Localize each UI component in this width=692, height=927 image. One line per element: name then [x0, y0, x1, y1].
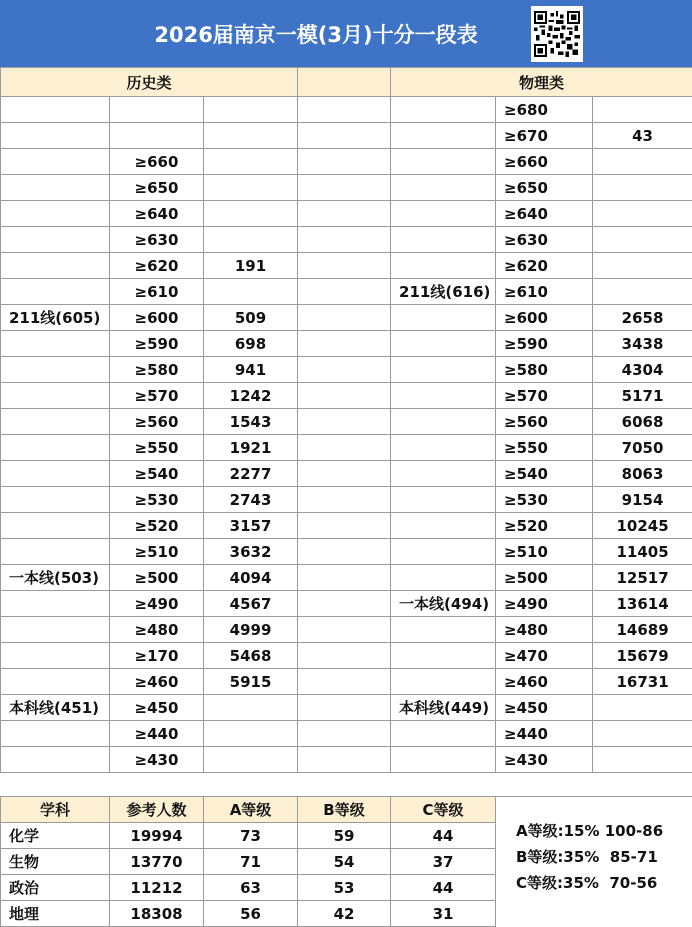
physics-score: ≥670	[496, 123, 593, 149]
history-line-label	[1, 721, 110, 747]
history-score: ≥430	[110, 747, 204, 773]
qr-code-icon	[531, 6, 583, 62]
physics-score: ≥620	[496, 253, 593, 279]
history-score	[110, 123, 204, 149]
subject-name: 生物	[1, 849, 110, 875]
physics-count: 8063	[593, 461, 692, 487]
history-score: ≥630	[110, 227, 204, 253]
column-spacer	[298, 227, 391, 253]
column-spacer	[298, 435, 391, 461]
physics-count: 13614	[593, 591, 692, 617]
participant-count: 13770	[110, 849, 204, 875]
participant-count: 11212	[110, 875, 204, 901]
physics-count	[593, 253, 692, 279]
physics-header: 物理类	[391, 68, 692, 97]
column-spacer	[298, 97, 391, 123]
history-count: 5915	[204, 669, 298, 695]
table-row	[1, 175, 692, 201]
physics-score: ≥570	[496, 383, 593, 409]
grade-a-score: 71	[204, 849, 298, 875]
history-score: ≥540	[110, 461, 204, 487]
physics-line-label	[391, 227, 496, 253]
physics-count: 43	[593, 123, 692, 149]
physics-count: 14689	[593, 617, 692, 643]
physics-score: ≥440	[496, 721, 593, 747]
grade-b-score: 59	[298, 823, 391, 849]
grade-c-score: 44	[391, 875, 496, 901]
physics-line-label	[391, 565, 496, 591]
table-row	[1, 409, 692, 435]
subject-row	[1, 901, 496, 927]
title-bar	[0, 0, 692, 67]
history-score: ≥520	[110, 513, 204, 539]
physics-line-label	[391, 175, 496, 201]
column-spacer	[298, 721, 391, 747]
column-spacer	[298, 123, 391, 149]
physics-count	[593, 227, 692, 253]
physics-count	[593, 175, 692, 201]
history-count	[204, 695, 298, 721]
physics-line-label	[391, 487, 496, 513]
physics-line-label	[391, 409, 496, 435]
history-score: ≥450	[110, 695, 204, 721]
physics-score: ≥650	[496, 175, 593, 201]
history-line-label	[1, 357, 110, 383]
history-count: 3632	[204, 539, 298, 565]
history-line-label	[1, 253, 110, 279]
table-row	[1, 279, 692, 305]
history-line-label: 本科线(451)	[1, 695, 110, 721]
column-spacer	[298, 643, 391, 669]
history-score: ≥580	[110, 357, 204, 383]
subject-section	[0, 769, 692, 925]
physics-count: 12517	[593, 565, 692, 591]
subject-row	[1, 849, 496, 875]
history-score	[110, 97, 204, 123]
header-spacer	[298, 68, 391, 97]
column-spacer	[298, 149, 391, 175]
column-spacer	[298, 461, 391, 487]
subject-grade-table	[0, 796, 496, 927]
grade-b-score: 54	[298, 849, 391, 875]
history-score: ≥490	[110, 591, 204, 617]
history-count: 1242	[204, 383, 298, 409]
physics-count	[593, 149, 692, 175]
history-line-label	[1, 435, 110, 461]
grade-notes	[516, 818, 663, 896]
physics-line-label	[391, 383, 496, 409]
history-line-label	[1, 591, 110, 617]
grade-c-score: 37	[391, 849, 496, 875]
table-row	[1, 695, 692, 721]
table-row	[1, 591, 692, 617]
table-row	[1, 149, 692, 175]
subject-header: 学科	[1, 797, 110, 823]
page-title: 2026届南京一模(3月)十分一段表	[154, 19, 477, 49]
physics-score: ≥500	[496, 565, 593, 591]
history-line-label	[1, 669, 110, 695]
history-count: 509	[204, 305, 298, 331]
history-line-label: 一本线(503)	[1, 565, 110, 591]
table-row	[1, 97, 692, 123]
history-score: ≥440	[110, 721, 204, 747]
history-line-label	[1, 227, 110, 253]
history-count: 4999	[204, 617, 298, 643]
history-line-label	[1, 331, 110, 357]
physics-count: 4304	[593, 357, 692, 383]
grade-c-score: 31	[391, 901, 496, 927]
physics-score: ≥550	[496, 435, 593, 461]
physics-score: ≥470	[496, 643, 593, 669]
history-line-label	[1, 149, 110, 175]
table-row	[1, 331, 692, 357]
table-row	[1, 617, 692, 643]
column-spacer	[298, 201, 391, 227]
history-score: ≥570	[110, 383, 204, 409]
physics-line-label: 一本线(494)	[391, 591, 496, 617]
table-row	[1, 565, 692, 591]
history-line-label	[1, 175, 110, 201]
table-row	[1, 253, 692, 279]
physics-score: ≥430	[496, 747, 593, 773]
column-spacer	[298, 305, 391, 331]
physics-line-label: 211线(616)	[391, 279, 496, 305]
grade-c-score: 44	[391, 823, 496, 849]
history-line-label	[1, 487, 110, 513]
history-line-label	[1, 97, 110, 123]
physics-score: ≥610	[496, 279, 593, 305]
history-count: 191	[204, 253, 298, 279]
physics-line-label	[391, 149, 496, 175]
physics-count: 9154	[593, 487, 692, 513]
physics-score: ≥580	[496, 357, 593, 383]
physics-score: ≥600	[496, 305, 593, 331]
physics-score: ≥510	[496, 539, 593, 565]
physics-count	[593, 721, 692, 747]
physics-score: ≥590	[496, 331, 593, 357]
table-row	[1, 643, 692, 669]
physics-line-label	[391, 123, 496, 149]
table-row	[1, 383, 692, 409]
history-count	[204, 175, 298, 201]
column-spacer	[298, 253, 391, 279]
physics-line-label	[391, 643, 496, 669]
physics-score: ≥450	[496, 695, 593, 721]
history-count: 1543	[204, 409, 298, 435]
physics-score: ≥680	[496, 97, 593, 123]
history-line-label	[1, 123, 110, 149]
column-spacer	[298, 383, 391, 409]
history-line-label	[1, 383, 110, 409]
physics-score: ≥660	[496, 149, 593, 175]
grade-a-score: 56	[204, 901, 298, 927]
subject-row	[1, 823, 496, 849]
grade-note: A等级:15% 100-86	[516, 818, 663, 844]
history-count	[204, 97, 298, 123]
physics-line-label	[391, 253, 496, 279]
physics-line-label	[391, 97, 496, 123]
history-line-label: 211线(605)	[1, 305, 110, 331]
table-row	[1, 461, 692, 487]
column-spacer	[298, 539, 391, 565]
history-score: ≥460	[110, 669, 204, 695]
history-line-label	[1, 617, 110, 643]
history-score: ≥510	[110, 539, 204, 565]
history-count	[204, 201, 298, 227]
physics-line-label	[391, 435, 496, 461]
physics-count	[593, 279, 692, 305]
physics-score: ≥630	[496, 227, 593, 253]
physics-score: ≥560	[496, 409, 593, 435]
physics-count: 15679	[593, 643, 692, 669]
physics-score: ≥640	[496, 201, 593, 227]
column-spacer	[298, 487, 391, 513]
table-row	[1, 721, 692, 747]
grade-a-score: 63	[204, 875, 298, 901]
column-spacer	[298, 513, 391, 539]
history-count: 2277	[204, 461, 298, 487]
history-line-label	[1, 513, 110, 539]
grade-a-score: 73	[204, 823, 298, 849]
participant-count: 19994	[110, 823, 204, 849]
physics-line-label	[391, 669, 496, 695]
history-line-label	[1, 201, 110, 227]
history-count	[204, 279, 298, 305]
history-count: 2743	[204, 487, 298, 513]
table-row	[1, 669, 692, 695]
subject-name: 地理	[1, 901, 110, 927]
grade-c-header: C等级	[391, 797, 496, 823]
subject-header-row	[1, 797, 496, 823]
history-line-label	[1, 409, 110, 435]
physics-line-label	[391, 201, 496, 227]
physics-score: ≥460	[496, 669, 593, 695]
grade-note: B等级:35% 85-71	[516, 844, 663, 870]
history-score: ≥590	[110, 331, 204, 357]
history-score: ≥600	[110, 305, 204, 331]
column-spacer	[298, 279, 391, 305]
physics-count: 10245	[593, 513, 692, 539]
history-count	[204, 721, 298, 747]
physics-line-label	[391, 721, 496, 747]
subject-name: 化学	[1, 823, 110, 849]
table-row	[1, 123, 692, 149]
physics-line-label	[391, 513, 496, 539]
physics-count: 11405	[593, 539, 692, 565]
physics-line-label	[391, 539, 496, 565]
history-score: ≥500	[110, 565, 204, 591]
subject-name: 政治	[1, 875, 110, 901]
history-score: ≥650	[110, 175, 204, 201]
column-spacer	[298, 617, 391, 643]
history-line-label	[1, 279, 110, 305]
history-score: ≥610	[110, 279, 204, 305]
score-distribution-table	[0, 67, 692, 773]
physics-score: ≥520	[496, 513, 593, 539]
column-spacer	[298, 331, 391, 357]
history-header: 历史类	[1, 68, 298, 97]
subject-row	[1, 875, 496, 901]
table-row	[1, 201, 692, 227]
history-count: 1921	[204, 435, 298, 461]
grade-b-score: 42	[298, 901, 391, 927]
physics-count: 5171	[593, 383, 692, 409]
table-row	[1, 227, 692, 253]
history-score: ≥620	[110, 253, 204, 279]
participant-count: 18308	[110, 901, 204, 927]
history-count: 941	[204, 357, 298, 383]
physics-count	[593, 97, 692, 123]
physics-line-label	[391, 461, 496, 487]
history-count: 4094	[204, 565, 298, 591]
physics-line-label	[391, 305, 496, 331]
physics-count	[593, 695, 692, 721]
history-score: ≥660	[110, 149, 204, 175]
table-header-row	[1, 68, 692, 97]
physics-score: ≥540	[496, 461, 593, 487]
table-row	[1, 513, 692, 539]
grade-b-score: 53	[298, 875, 391, 901]
history-score: ≥530	[110, 487, 204, 513]
physics-score: ≥530	[496, 487, 593, 513]
section-gap	[0, 769, 692, 797]
physics-score: ≥490	[496, 591, 593, 617]
history-count	[204, 123, 298, 149]
column-spacer	[298, 409, 391, 435]
history-score: ≥640	[110, 201, 204, 227]
grade-b-header: B等级	[298, 797, 391, 823]
column-spacer	[298, 175, 391, 201]
grade-a-header: A等级	[204, 797, 298, 823]
table-row	[1, 539, 692, 565]
table-row	[1, 357, 692, 383]
physics-count: 7050	[593, 435, 692, 461]
grade-note: C等级:35% 70-56	[516, 870, 663, 896]
column-spacer	[298, 357, 391, 383]
history-score: ≥560	[110, 409, 204, 435]
history-line-label	[1, 643, 110, 669]
history-count: 5468	[204, 643, 298, 669]
count-header: 参考人数	[110, 797, 204, 823]
history-count: 698	[204, 331, 298, 357]
history-count	[204, 149, 298, 175]
table-row	[1, 305, 692, 331]
column-spacer	[298, 591, 391, 617]
physics-line-label	[391, 331, 496, 357]
physics-count: 2658	[593, 305, 692, 331]
history-score: ≥550	[110, 435, 204, 461]
history-count: 3157	[204, 513, 298, 539]
column-spacer	[298, 565, 391, 591]
history-count: 4567	[204, 591, 298, 617]
physics-score: ≥480	[496, 617, 593, 643]
table-row	[1, 487, 692, 513]
history-line-label	[1, 461, 110, 487]
physics-count	[593, 201, 692, 227]
history-line-label	[1, 539, 110, 565]
history-count	[204, 227, 298, 253]
physics-line-label: 本科线(449)	[391, 695, 496, 721]
physics-count: 6068	[593, 409, 692, 435]
column-spacer	[298, 695, 391, 721]
physics-count: 3438	[593, 331, 692, 357]
physics-count: 16731	[593, 669, 692, 695]
column-spacer	[298, 669, 391, 695]
physics-line-label	[391, 357, 496, 383]
table-row	[1, 435, 692, 461]
history-score: ≥170	[110, 643, 204, 669]
physics-line-label	[391, 617, 496, 643]
history-score: ≥480	[110, 617, 204, 643]
